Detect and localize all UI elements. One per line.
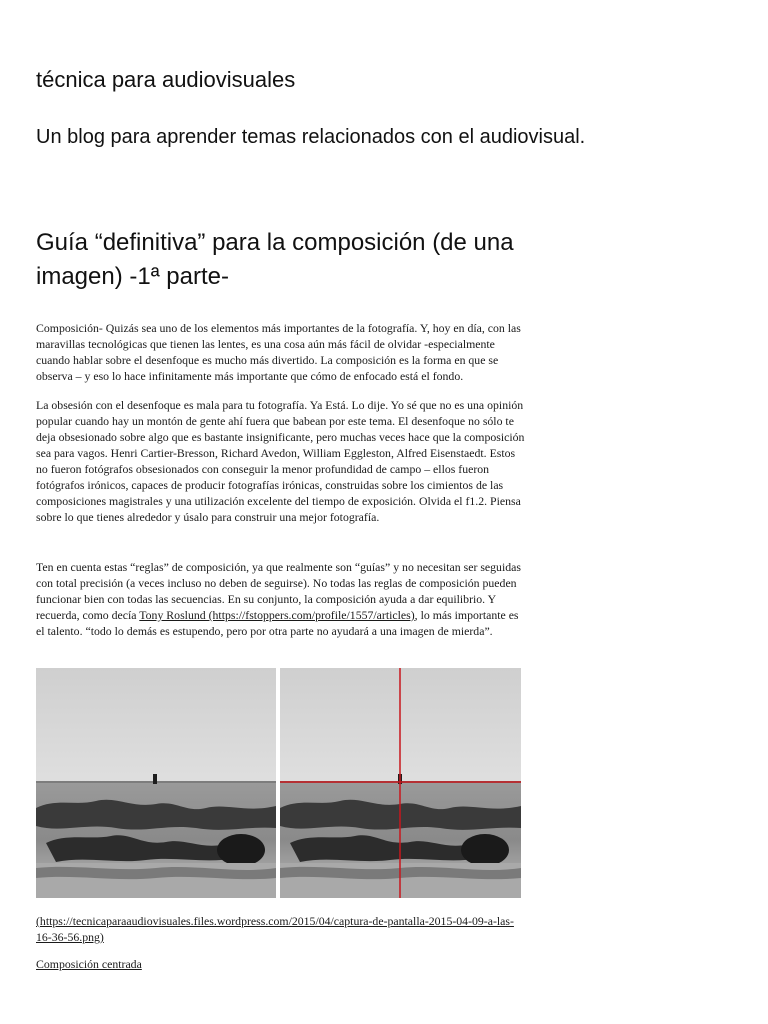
composition-example-svg (36, 668, 521, 898)
composition-example-image[interactable] (36, 668, 521, 898)
site-title[interactable]: técnica para audiovisuales (36, 67, 296, 92)
tony-roslund-link[interactable]: Tony Roslund (https://fstoppers.com/profile/1557/articles) (139, 608, 415, 622)
image-caption-paragraph (36, 956, 142, 972)
post-title[interactable]: Guía “definitiva” para la composición (de una imagen) -1ª parte- (36, 229, 514, 290)
image-source-link[interactable]: (https://tecnicaparaaudiovisuales.files.wordpress.com/2015/04/captura-de-pantalla-2015-04-09-a-las-16-36-56.png) (36, 914, 514, 944)
paragraph-3-text-before: Ten en cuenta estas “reglas” de composición, ya que realmente son “guías” y no necesitan ser seguidas con total precisión (a veces incluso no deben de seguirse). No todas las reglas de composición pueden funcionar bien con todas las secuencias. En su conjunto, la composición ayuda a dar equilibrio. Y recuerda, como decía (36, 560, 521, 622)
right-photo-panel (280, 668, 521, 898)
left-photo-panel (36, 668, 276, 898)
paragraph-3-text-after: , lo más importante es el talento. “todo lo demás es estupendo, pero por otra parte no ayudará a una imagen de mierda”. (36, 608, 519, 638)
post-paragraph-1: Composición- Quizás sea uno de los elementos más importantes de la fotografía. Y, hoy en día, con las maravillas tecnológicas que tienen las lentes, es una cosa aún más fácil de olvidar -especialmente cuando hablar sobre el desenfoque es mucho más divertido. La composición es la forma en que se observa – y eso lo hace infinitamente más importante que cómo de enfocado está el fondo. (36, 321, 521, 383)
site-tagline: Un blog para aprender temas relacionados con el audiovisual. (36, 126, 586, 148)
post-paragraph-2: La obsesión con el desenfoque es mala para tu fotografía. Ya Está. Lo dije. Yo sé que no es una opinión popular cuando hay un montón de gente ahí fuera que babean por este tema. El desenfoque no sólo te deja obsesionado sobre algo que es bastante insignificante, pero muchas veces hace que la composición sea para vagos. Henri Cartier-Bresson, Richard Avedon, William Eggleston, Alfred Eisenstaedt. Estos no fueron fotógrafos obsesionados con conseguir la menor profundidad de campo – ellos fueron fotógrafos irónicos, capaces de producir fotografías irónicas, construidas sobre los cimientos de las composiciones magistrales y una utilización excelente del tiempo de exposición. Olvida el f1.2. Piensa sobre lo que tienes alrededor y úsalo para construir una mejor fotografía. (36, 398, 525, 524)
panel-divider (276, 668, 280, 898)
image-caption-link[interactable]: Composición centrada (36, 957, 142, 971)
post-paragraph-3 (36, 559, 526, 639)
image-source-paragraph (36, 913, 526, 945)
